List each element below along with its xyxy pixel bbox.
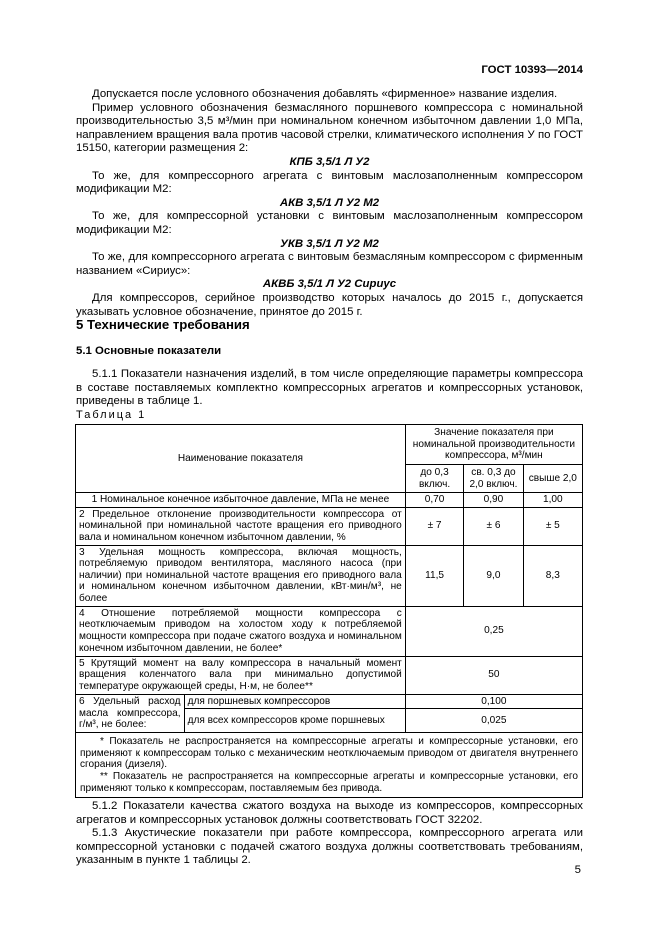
page-number: 5 [574, 864, 581, 876]
table-notes [76, 733, 583, 798]
sub-column-header: св. 0,3 до 2,0 включ. [464, 465, 523, 493]
section-title: 5 Технические требования [76, 317, 250, 332]
intro-paragraph: Для компрессоров, серийное производство которых началось до 2015 г., допускается указывать условное обозначение, принятое до 2015 г. [76, 291, 583, 318]
table-row [76, 493, 583, 508]
cell-value: 0,100 [405, 694, 582, 709]
column-header-name: Наименование показателя [76, 425, 406, 493]
designation-code: УКВ 3,5/1 Л У2 М2 [280, 237, 379, 250]
cell-value: 11,5 [405, 545, 464, 606]
intro-block [76, 88, 583, 319]
row-label: 2 Предельное отклонение производительности компрессора от номинальной при номинальной частоте вращения его приводного вала и номинальном конечном избыточном давлении, % [76, 507, 406, 545]
parameters-table [75, 424, 583, 798]
cell-value: 9,0 [464, 545, 523, 606]
row-label: 3 Удельная мощность компрессора, включая мощность, потребляемую приводом вентилятора, масляного насоса (при наличии) при номинальной частоте вращения его приводного вала и номинальном конечном избыточном давлении, кВт·мин/м³, не более [76, 545, 406, 606]
designation-code: АКВ 3,5/1 Л У2 М2 [279, 196, 380, 209]
cell-value: ± 6 [464, 507, 523, 545]
subsection-title: 5.1 Основные показатели [76, 345, 222, 357]
column-header-value: Значение показателя при номинальной производительности компрессора, м³/мин [405, 425, 582, 465]
table-row [76, 606, 583, 656]
cell-value: 8,3 [523, 545, 582, 606]
table-note: ** Показатель не распространяется на компрессорные агрегаты и компрессорные установки, его применяют только к компрессорам, поставляемым без привода. [80, 770, 578, 794]
table-notes-row [76, 733, 583, 798]
row-label: 4 Отношение потребляемой мощности компрессора с неотключаемым приводом на холостом ходу к потребляемой мощности компрессора при подаче сжатого воздуха и номинальном конечном избыточном давлении, не более* [76, 606, 406, 656]
row-label: 5 Крутящий момент на валу компрессора в начальный момент вращения коленчатого вала при минимально допустимой температуре окружающей среды, Н·м, не более** [76, 656, 406, 694]
cell-value: 0,25 [405, 606, 582, 656]
cell-value: 1,00 [523, 493, 582, 508]
intro-paragraph: То же, для компрессорного агрегата с винтовым безмасляным компрессором с фирменным названием «Сириус»: [76, 251, 583, 277]
cell-value: 0,025 [405, 709, 582, 733]
table-row [76, 656, 583, 694]
table-caption: Таблица 1 [76, 409, 147, 421]
paragraph-text: 5.1.1 Показатели назначения изделий, в том числе определяющие параметры компрессора в составе поставляемых комплектно компрессорных агрегатов и компрессорных установок, приведены в таблице 1. [76, 368, 583, 408]
sub-row-label: для поршневых компрессоров [184, 694, 405, 709]
paragraph-5-1-1 [76, 368, 583, 409]
following-paragraphs [76, 800, 583, 868]
designation-code: КПБ 3,5/1 Л У2 [289, 155, 370, 168]
sub-column-header: до 0,3 включ. [405, 465, 464, 493]
cell-value: ± 7 [405, 507, 464, 545]
cell-value: ± 5 [523, 507, 582, 545]
intro-paragraph: Пример условного обозначения безмасляного поршневого компрессора с номинальной производительностью 3,5 м³/мин при номинальном конечном избыточном давлении 1,0 МПа, направлением вращения вала против часовой стрелки, климатического исполнения У по ГОСТ 15150, категории размещения 2: [76, 101, 583, 155]
cell-value: 0,90 [464, 493, 523, 508]
row-label: 1 Номинальное конечное избыточное давление, МПа не менее [76, 493, 406, 508]
table-note: * Показатель не распространяется на компрессорные агрегаты и компрессорные установки, его применяют к компрессорам только с механическим неотключаемым приводом от двигателя внутреннего сгорания (дизеля). [80, 736, 578, 771]
intro-paragraph: То же, для компрессорного агрегата с винтовым маслозаполненным компрессором модификации М2: [76, 169, 583, 196]
table-row [76, 545, 583, 606]
sub-row-label: для всех компрессоров кроме поршневых [184, 709, 405, 733]
paragraph-5-1-2: 5.1.2 Показатели качества сжатого воздуха на выходе из компрессоров, компрессорных агрегатов и компрессорных установок должны соответствовать ГОСТ 32202. [76, 800, 583, 826]
intro-paragraph: Допускается после условного обозначения добавлять «фирменное» название изделия. [92, 88, 558, 100]
sub-column-header: свыше 2,0 [523, 465, 582, 493]
document-header: ГОСТ 10393—2014 [481, 64, 583, 76]
table-row [76, 694, 583, 709]
table-row [76, 507, 583, 545]
intro-paragraph: То же, для компрессорной установки с винтовым маслозаполненным компрессором модификации М2: [76, 210, 583, 236]
row-label: 6 Удельный расход масла компрессора, г/м³, не более: [76, 694, 185, 733]
cell-value: 0,70 [405, 493, 464, 508]
paragraph-5-1-3: 5.1.3 Акустические показатели при работе компрессора, компрессорного агрегата или компрессорной установки с подачей сжатого воздуха должны соответствовать требованиям, указанным в пункте 1 таблицы 2. [76, 827, 583, 867]
designation-code: АКВБ 3,5/1 Л У2 Сириус [262, 278, 397, 291]
cell-value: 50 [405, 656, 582, 694]
